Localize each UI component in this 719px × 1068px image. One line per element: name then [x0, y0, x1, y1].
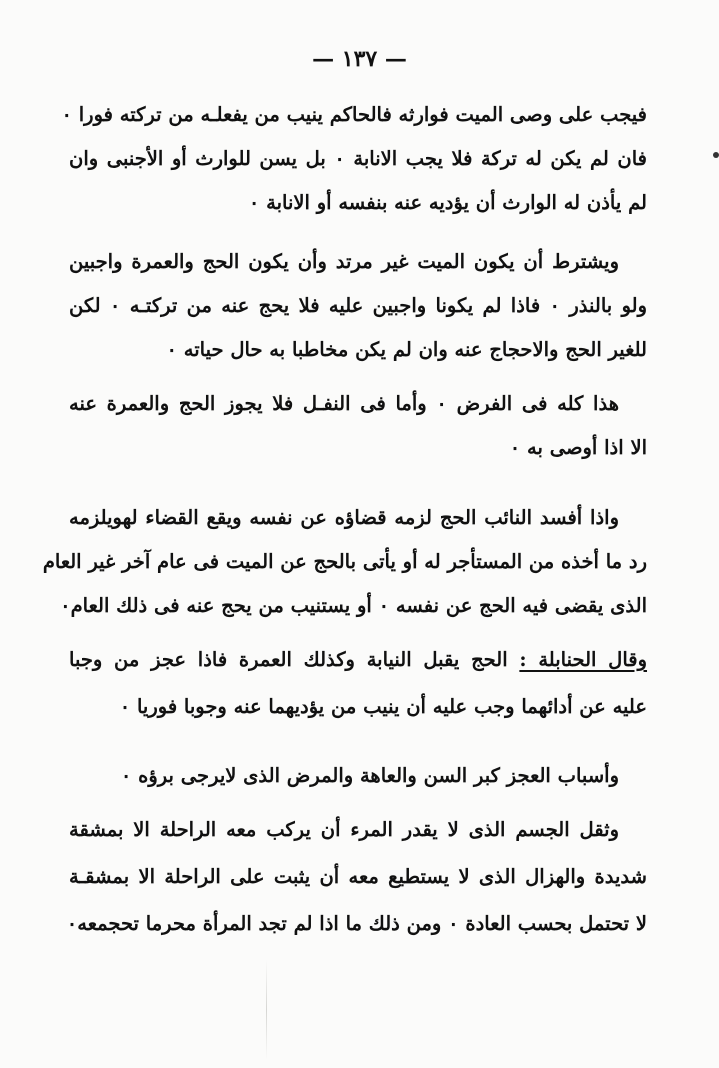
text-line: شديدة والهزال الذى لا يستطيع معه أن يثبت على الراحلة الا بمشقـة — [69, 865, 647, 888]
text-line: وثقل الجسم الذى لا يقدر المرء أن يركب معه الراحلة الا بمشقة — [69, 818, 619, 841]
text-line: هذا كله فى الفرض ٠ وأما فى النفـل فلا يجوز الحج والعمرة عنه — [69, 392, 619, 415]
text-line: الذى يقضى فيه الحج عن نفسه ٠ أو يستنيب من يحج عنه فى ذلك العام٠ — [60, 594, 647, 617]
page-crease — [266, 960, 267, 1060]
text-line: لا تحتمل بحسب العادة ٠ ومن ذلك ما اذا لم تجد المرأة محرما تحجمعه٠ — [66, 912, 647, 935]
text-line: للغير الحج والاحجاج عنه وان لم يكن مخاطبا به حال حياته ٠ — [166, 338, 647, 361]
text-line: فيجب على وصى الميت فوارثه فالحاكم ينيب من يفعلـه من تركته فورا ٠ — [61, 103, 647, 126]
margin-dot — [713, 152, 719, 158]
text-line: عليه عن أدائهما وجب عليه أن ينيب من يؤديهما عنه وجوبا فوريا ٠ — [119, 695, 647, 718]
text-line: لم يأذن له الوارث أن يؤديه عنه بنفسه أو الانابة ٠ — [248, 191, 647, 214]
text-line: رد ما أخذه من المستأجر له أو يأتى بالحج عن الميت فى عام آخر غير العام — [42, 550, 647, 573]
text-line: واذا أفسد النائب الحج لزمه قضاؤه عن نفسه ويقع القضاء لهويلزمه — [69, 506, 619, 529]
section-heading: وقال الحنابلة : — [519, 648, 648, 671]
page-number: — ١٣٧ — — [312, 46, 407, 72]
text-line: الا اذا أوصى به ٠ — [509, 436, 647, 459]
text-line: ويشترط أن يكون الميت غير مرتد وأن يكون الحج والعمرة واجبين — [69, 250, 619, 273]
heading-line — [69, 645, 647, 675]
text-line: الحج يقبل النيابة وكذلك العمرة فاذا عجز من وجبا — [69, 648, 508, 671]
text-line: ولو بالنذر ٠ فاذا لم يكونا واجبين عليه فلا يحج عنه من تركتـه ٠ لكن — [69, 294, 648, 317]
text-line: فان لم يكن له تركة فلا يجب الانابة ٠ بل يسن للوارث أو الأجنبى وان — [69, 147, 647, 170]
text-line: وأسباب العجز كبر السن والعاهة والمرض الذى لايرجى برؤه ٠ — [120, 764, 619, 787]
